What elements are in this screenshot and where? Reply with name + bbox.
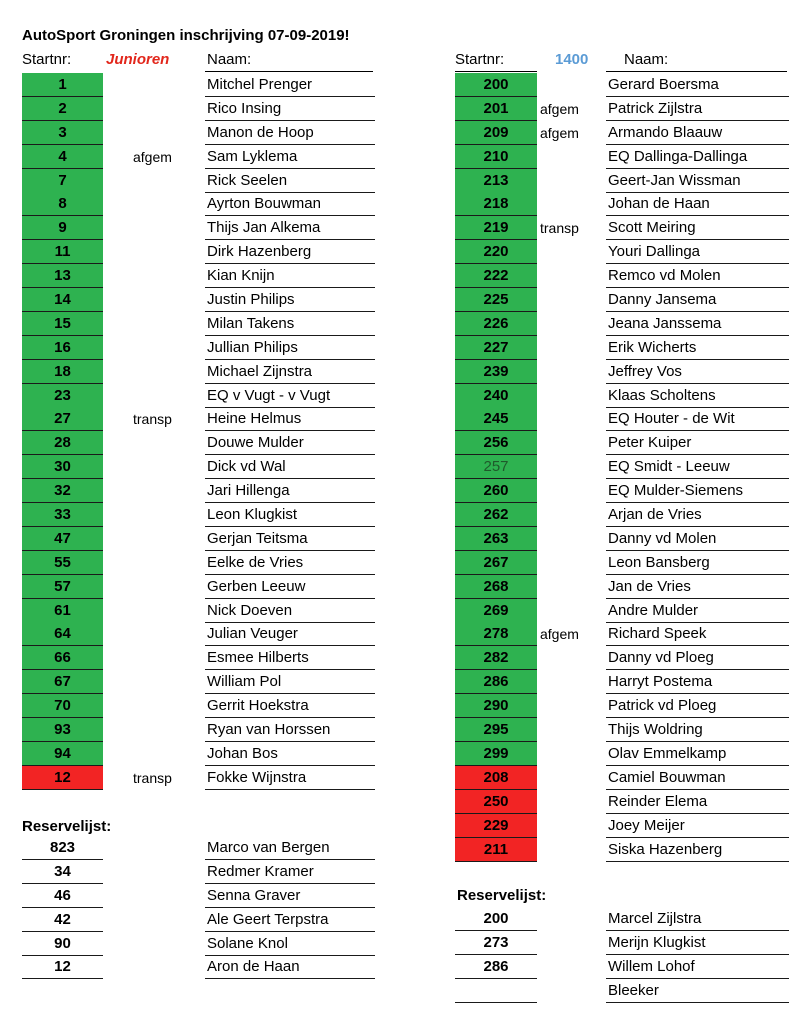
start-number: 32 bbox=[22, 479, 103, 503]
driver-name: Armando Blaauw bbox=[606, 121, 789, 145]
start-number: 222 bbox=[455, 264, 537, 288]
start-number: 11 bbox=[22, 240, 103, 264]
reserve-name: Marco van Bergen bbox=[205, 836, 375, 860]
driver-name: Youri Dallinga bbox=[606, 240, 789, 264]
start-number: 225 bbox=[455, 288, 537, 312]
driver-name: Ayrton Bouwman bbox=[205, 192, 375, 216]
driver-name: Gerjan Teitsma bbox=[205, 527, 375, 551]
driver-name: Jari Hillenga bbox=[205, 479, 375, 503]
driver-name: Johan de Haan bbox=[606, 192, 789, 216]
reserve-name: Ale Geert Terpstra bbox=[205, 908, 375, 932]
start-number: 290 bbox=[455, 694, 537, 718]
start-number: 262 bbox=[455, 503, 537, 527]
start-number: 263 bbox=[455, 527, 537, 551]
start-number: 15 bbox=[22, 312, 103, 336]
reserve-name: Senna Graver bbox=[205, 884, 375, 908]
start-number: 94 bbox=[22, 742, 103, 766]
left-reserve-title: Reservelijst: bbox=[22, 818, 112, 835]
driver-name: Johan Bos bbox=[205, 742, 375, 766]
reserve-number: 273 bbox=[455, 931, 537, 955]
right-naam-header: Naam: bbox=[624, 51, 669, 68]
driver-name: Mitchel Prenger bbox=[205, 73, 375, 97]
entry-note: afgem bbox=[540, 100, 579, 117]
driver-name: Manon de Hoop bbox=[205, 121, 375, 145]
entry-note: transp bbox=[540, 220, 579, 237]
driver-name: Leon Bansberg bbox=[606, 551, 789, 575]
reserve-name: Solane Knol bbox=[205, 932, 375, 956]
reserve-number: 34 bbox=[22, 860, 103, 884]
start-number: 47 bbox=[22, 527, 103, 551]
driver-name: Douwe Mulder bbox=[205, 431, 375, 455]
start-number: 67 bbox=[22, 670, 103, 694]
page-title: AutoSport Groningen inschrijving 07-09-2019! bbox=[22, 27, 350, 44]
driver-name: Camiel Bouwman bbox=[606, 766, 789, 790]
driver-name: Andre Mulder bbox=[606, 599, 789, 623]
start-number: 210 bbox=[455, 145, 537, 169]
start-number: 267 bbox=[455, 551, 537, 575]
start-number: 295 bbox=[455, 718, 537, 742]
entry-note: afgem bbox=[133, 148, 172, 165]
driver-name: Danny Jansema bbox=[606, 288, 789, 312]
start-number: 7 bbox=[22, 169, 103, 193]
driver-name: Patrick vd Ploeg bbox=[606, 694, 789, 718]
start-number: 200 bbox=[455, 73, 537, 97]
start-number: 220 bbox=[455, 240, 537, 264]
driver-name: Patrick Zijlstra bbox=[606, 97, 789, 121]
driver-name: Julian Veuger bbox=[205, 622, 375, 646]
driver-name: Peter Kuiper bbox=[606, 431, 789, 455]
driver-name: EQ Houter - de Wit bbox=[606, 407, 789, 431]
driver-name: Klaas Scholtens bbox=[606, 384, 789, 408]
start-number: 57 bbox=[22, 575, 103, 599]
driver-name: Remco vd Molen bbox=[606, 264, 789, 288]
driver-name: Justin Philips bbox=[205, 288, 375, 312]
driver-name: Richard Speek bbox=[606, 622, 789, 646]
driver-name: Siska Hazenberg bbox=[606, 838, 789, 862]
start-number: 256 bbox=[455, 431, 537, 455]
start-number: 219 bbox=[455, 216, 537, 240]
start-number: 245 bbox=[455, 407, 537, 431]
driver-name: Fokke Wijnstra bbox=[205, 766, 375, 790]
reserve-name: Marcel Zijlstra bbox=[606, 907, 789, 931]
start-number: 260 bbox=[455, 479, 537, 503]
start-number: 201 bbox=[455, 97, 537, 121]
reserve-number: 42 bbox=[22, 908, 103, 932]
start-number: 23 bbox=[22, 384, 103, 408]
driver-name: Dick vd Wal bbox=[205, 455, 375, 479]
start-number: 226 bbox=[455, 312, 537, 336]
driver-name: Gerrit Hoekstra bbox=[205, 694, 375, 718]
reserve-number: 200 bbox=[455, 907, 537, 931]
driver-name: Nick Doeven bbox=[205, 599, 375, 623]
driver-name: Danny vd Ploeg bbox=[606, 646, 789, 670]
reserve-number bbox=[455, 979, 537, 1003]
driver-name: Leon Klugkist bbox=[205, 503, 375, 527]
reserve-number: 823 bbox=[22, 836, 103, 860]
right-reserve-title: Reservelijst: bbox=[457, 887, 547, 904]
entry-note: afgem bbox=[540, 626, 579, 643]
driver-name: Gerben Leeuw bbox=[205, 575, 375, 599]
driver-name: Scott Meiring bbox=[606, 216, 789, 240]
driver-name: Dirk Hazenberg bbox=[205, 240, 375, 264]
start-number: 30 bbox=[22, 455, 103, 479]
reserve-name: Bleeker bbox=[606, 979, 789, 1003]
start-number: 13 bbox=[22, 264, 103, 288]
left-startnr-header: Startnr: bbox=[22, 51, 72, 68]
start-number: 211 bbox=[455, 838, 537, 862]
start-number: 27 bbox=[22, 407, 103, 431]
driver-name: Reinder Elema bbox=[606, 790, 789, 814]
driver-name: EQ Dallinga-Dallinga bbox=[606, 145, 789, 169]
start-number: 66 bbox=[22, 646, 103, 670]
start-number: 282 bbox=[455, 646, 537, 670]
start-number: 269 bbox=[455, 599, 537, 623]
start-number: 278 bbox=[455, 622, 537, 646]
driver-name: William Pol bbox=[205, 670, 375, 694]
start-number: 70 bbox=[22, 694, 103, 718]
driver-name: Rick Seelen bbox=[205, 169, 375, 193]
start-number: 55 bbox=[22, 551, 103, 575]
driver-name: Jeffrey Vos bbox=[606, 360, 789, 384]
driver-name: Geert-Jan Wissman bbox=[606, 169, 789, 193]
left-header-underline bbox=[205, 71, 373, 72]
driver-name: Kian Knijn bbox=[205, 264, 375, 288]
right-startnr-underline bbox=[455, 71, 537, 72]
start-number: 229 bbox=[455, 814, 537, 838]
driver-name: EQ v Vugt - v Vugt bbox=[205, 384, 375, 408]
start-number: 218 bbox=[455, 192, 537, 216]
driver-name: Joey Meijer bbox=[606, 814, 789, 838]
driver-name: EQ Mulder-Siemens bbox=[606, 479, 789, 503]
driver-name: EQ Smidt - Leeuw bbox=[606, 455, 789, 479]
start-number: 14 bbox=[22, 288, 103, 312]
reserve-number: 12 bbox=[22, 955, 103, 979]
driver-name: Esmee Hilberts bbox=[205, 646, 375, 670]
start-number: 208 bbox=[455, 766, 537, 790]
start-number: 239 bbox=[455, 360, 537, 384]
driver-name: Erik Wicherts bbox=[606, 336, 789, 360]
start-number: 286 bbox=[455, 670, 537, 694]
right-startnr-header: Startnr: bbox=[455, 51, 505, 68]
reserve-number: 286 bbox=[455, 955, 537, 979]
reserve-name: Willem Lohof bbox=[606, 955, 789, 979]
driver-name: Eelke de Vries bbox=[205, 551, 375, 575]
start-number: 3 bbox=[22, 121, 103, 145]
driver-name: Harryt Postema bbox=[606, 670, 789, 694]
driver-name: Danny vd Molen bbox=[606, 527, 789, 551]
driver-name: Milan Takens bbox=[205, 312, 375, 336]
start-number: 28 bbox=[22, 431, 103, 455]
right-header-underline bbox=[606, 71, 787, 72]
left-class-label: Junioren bbox=[106, 51, 170, 68]
driver-name: Jeana Janssema bbox=[606, 312, 789, 336]
start-number: 4 bbox=[22, 145, 103, 169]
start-number: 213 bbox=[455, 169, 537, 193]
right-class-label: 1400 bbox=[555, 51, 589, 68]
start-number: 227 bbox=[455, 336, 537, 360]
entry-note: afgem bbox=[540, 124, 579, 141]
entry-note: transp bbox=[133, 769, 172, 786]
reserve-number: 90 bbox=[22, 932, 103, 956]
start-number: 268 bbox=[455, 575, 537, 599]
reserve-name: Aron de Haan bbox=[205, 955, 375, 979]
driver-name: Ryan van Horssen bbox=[205, 718, 375, 742]
driver-name: Jullian Philips bbox=[205, 336, 375, 360]
driver-name: Arjan de Vries bbox=[606, 503, 789, 527]
start-number: 2 bbox=[22, 97, 103, 121]
driver-name: Rico Insing bbox=[205, 97, 375, 121]
start-number: 12 bbox=[22, 766, 103, 790]
start-number: 93 bbox=[22, 718, 103, 742]
start-number: 250 bbox=[455, 790, 537, 814]
reserve-name: Merijn Klugkist bbox=[606, 931, 789, 955]
driver-name: Heine Helmus bbox=[205, 407, 375, 431]
start-number: 9 bbox=[22, 216, 103, 240]
reserve-number: 46 bbox=[22, 884, 103, 908]
driver-name: Jan de Vries bbox=[606, 575, 789, 599]
start-number: 240 bbox=[455, 384, 537, 408]
start-number: 18 bbox=[22, 360, 103, 384]
start-number: 64 bbox=[22, 622, 103, 646]
start-number: 33 bbox=[22, 503, 103, 527]
driver-name: Sam Lyklema bbox=[205, 145, 375, 169]
driver-name: Michael Zijnstra bbox=[205, 360, 375, 384]
driver-name: Olav Emmelkamp bbox=[606, 742, 789, 766]
entry-note: transp bbox=[133, 411, 172, 428]
reserve-name: Redmer Kramer bbox=[205, 860, 375, 884]
start-number: 257 bbox=[455, 455, 537, 479]
driver-name: Thijs Woldring bbox=[606, 718, 789, 742]
start-number: 61 bbox=[22, 599, 103, 623]
start-number: 16 bbox=[22, 336, 103, 360]
start-number: 1 bbox=[22, 73, 103, 97]
start-number: 8 bbox=[22, 192, 103, 216]
driver-name: Thijs Jan Alkema bbox=[205, 216, 375, 240]
left-naam-header: Naam: bbox=[207, 51, 252, 68]
start-number: 209 bbox=[455, 121, 537, 145]
driver-name: Gerard Boersma bbox=[606, 73, 789, 97]
start-number: 299 bbox=[455, 742, 537, 766]
